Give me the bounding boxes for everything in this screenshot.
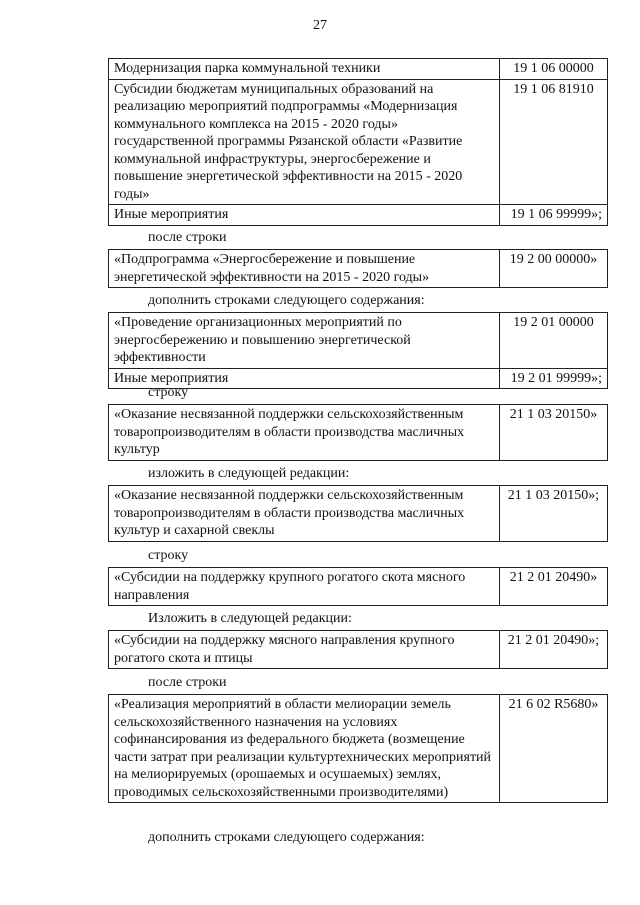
budget-table-3 <box>108 312 608 389</box>
instruction-text: строку <box>148 548 189 563</box>
row-code: 19 2 01 99999»; <box>500 368 608 389</box>
instruction-text: изложить в следующей редакции: <box>148 466 350 481</box>
budget-table-2 <box>108 249 608 288</box>
instruction-text: после строки <box>148 675 227 690</box>
table-row <box>109 405 608 461</box>
row-code: 19 1 06 99999»; <box>500 205 608 226</box>
row-code: 19 1 06 00000 <box>500 59 608 80</box>
row-code: 21 6 02 R5680» <box>500 695 608 803</box>
instruction-text: дополнить строками следующего содержания: <box>148 830 425 845</box>
budget-table-6 <box>108 567 608 606</box>
instruction-text: строку <box>148 385 189 400</box>
row-code: 19 1 06 81910 <box>500 79 608 205</box>
budget-table-1 <box>108 58 608 226</box>
row-text: «Реализация мероприятий в области мелиорации земель сельскохозяйственного назначения на условиях софинансирования из федерального бюджета (возмещение части затрат при реализации культуртехнических мероприятий на мелиорируемых (орошаемых и осушаемых) землях, проводимых сельскохозяйственными производителями) <box>109 695 500 803</box>
table-row <box>109 59 608 80</box>
table-row <box>109 631 608 669</box>
row-code: 19 2 01 00000 <box>500 313 608 369</box>
row-text: «Оказание несвязанной поддержки сельскохозяйственным товаропроизводителям в области производства масличных культур <box>109 405 500 461</box>
row-code: 21 1 03 20150» <box>500 405 608 461</box>
row-code: 21 2 01 20490»; <box>500 631 608 669</box>
row-text: «Субсидии на поддержку крупного рогатого скота мясного направления <box>109 568 500 606</box>
table-row <box>109 695 608 803</box>
instruction-text: дополнить строками следующего содержания: <box>148 293 425 308</box>
row-text: «Оказание несвязанной поддержки сельскохозяйственным товаропроизводителям в области производства масличных культур и сахарной свеклы <box>109 486 500 542</box>
row-code: 21 1 03 20150»; <box>500 486 608 542</box>
table-row <box>109 486 608 542</box>
row-code: 19 2 00 00000» <box>500 250 608 288</box>
row-text: «Проведение организационных мероприятий по энергосбережению и повышению энергетической эффективности <box>109 313 500 369</box>
budget-table-7 <box>108 630 608 669</box>
row-text: Модернизация парка коммунальной техники <box>109 59 500 80</box>
row-text: Иные мероприятия <box>109 205 500 226</box>
table-row <box>109 250 608 288</box>
budget-table-8 <box>108 694 608 803</box>
table-row <box>109 79 608 205</box>
page-number: 27 <box>313 18 327 33</box>
row-text: Субсидии бюджетам муниципальных образований на реализацию мероприятий подпрограммы «Модернизация коммунального комплекса на 2015 - 2020 годы» государственной программы Рязанской области «Развитие коммунальной инфраструктуры, энергосбережение и повышение энергетической эффективности на 2015 - 2020 годы» <box>109 79 500 205</box>
table-row <box>109 568 608 606</box>
row-text: «Субсидии на поддержку мясного направления крупного рогатого скота и птицы <box>109 631 500 669</box>
row-code: 21 2 01 20490» <box>500 568 608 606</box>
row-text: «Подпрограмма «Энергосбережение и повышение энергетической эффективности на 2015 - 2020 годы» <box>109 250 500 288</box>
table-row <box>109 205 608 226</box>
row-text: Иные мероприятия <box>109 368 500 389</box>
budget-table-5 <box>108 485 608 542</box>
instruction-text: после строки <box>148 230 227 245</box>
table-row <box>109 313 608 369</box>
instruction-text: Изложить в следующей редакции: <box>148 611 352 626</box>
budget-table-4 <box>108 404 608 461</box>
